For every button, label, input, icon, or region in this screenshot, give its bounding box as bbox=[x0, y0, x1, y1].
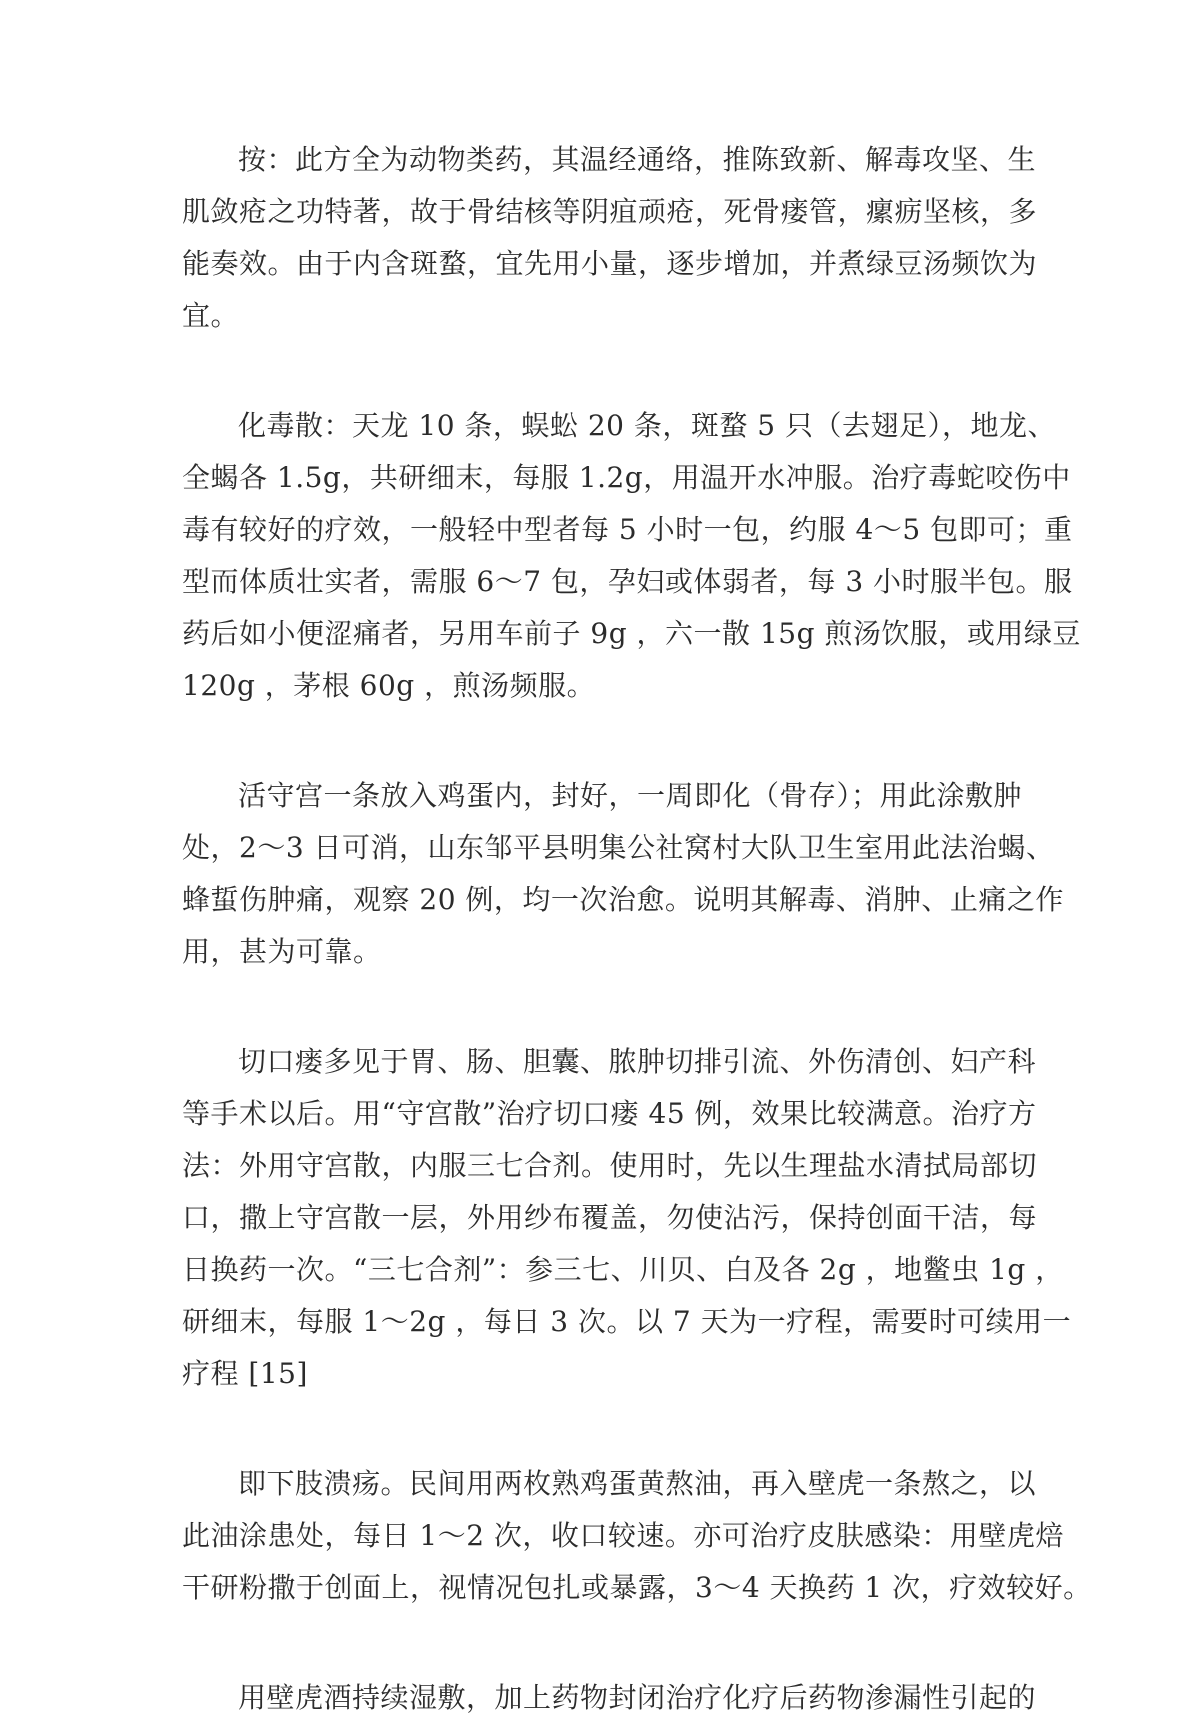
text-line: 法：外用守宫散，内服三七合剂。使用时，先以生理盐水清拭局部切 bbox=[182, 1149, 1038, 1182]
paragraph-3 bbox=[182, 770, 1064, 978]
text-line: 毒有较好的疗效，一般轻中型者每 5 小时一包，约服 4～5 包即可；重 bbox=[182, 513, 1073, 546]
text-line: 用，甚为可靠。 bbox=[182, 935, 382, 968]
text-line: 干研粉撒于创面上，视情况包扎或暴露，3～4 天换药 1 次，疗效较好。 bbox=[182, 1571, 1092, 1604]
text-line: 研细末，每服 1～2g ，每日 3 次。以 7 天为一疗程，需要时可续用一 bbox=[182, 1305, 1072, 1338]
text-line: 日换药一次。“三七合剂”：参三七、川贝、白及各 2g ，地鳖虫 1g ， bbox=[182, 1253, 1064, 1286]
paragraph-2 bbox=[182, 400, 1081, 712]
document-body bbox=[182, 134, 1092, 1724]
text-line: 肌敛疮之功特著，故于骨结核等阴疽顽疮，死骨瘘管，瘰疬坚核，多 bbox=[182, 195, 1038, 228]
text-line: 型而体质壮实者，需服 6～7 包，孕妇或体弱者，每 3 小时服半包。服 bbox=[182, 565, 1073, 598]
text-line: 活守宫一条放入鸡蛋内，封好，一周即化（骨存）；用此涂敷肿 bbox=[238, 779, 1023, 812]
paragraph-4 bbox=[182, 1036, 1072, 1400]
text-line: 药后如小便涩痛者，另用车前子 9g ，六一散 15g 煎汤饮服，或用绿豆 bbox=[182, 617, 1081, 650]
text-line: 切口瘘多见于胃、肠、胆囊、脓肿切排引流、外伤清创、妇产科 bbox=[238, 1045, 1037, 1078]
text-line: 120g ，茅根 60g ，煎汤频服。 bbox=[182, 669, 596, 702]
text-line: 等手术以后。用“守宫散”治疗切口瘘 45 例，效果比较满意。治疗方 bbox=[182, 1097, 1037, 1130]
text-line: 处，2～3 日可消，山东邹平县明集公社窝村大队卫生室用此法治蝎、 bbox=[182, 831, 1055, 864]
paragraph-5 bbox=[182, 1458, 1092, 1614]
text-line: 疗程 [15] bbox=[182, 1357, 308, 1390]
text-line: 此油涂患处，每日 1～2 次，收口较速。亦可治疗皮肤感染：用壁虎焙 bbox=[182, 1519, 1064, 1552]
text-line: 化毒散：天龙 10 条，蜈蚣 20 条，斑蝥 5 只（去翅足），地龙、 bbox=[238, 409, 1056, 442]
text-line: 蜂蜇伤肿痛，观察 20 例，均一次治愈。说明其解毒、消肿、止痛之作 bbox=[182, 883, 1064, 916]
text-line: 即下肢溃疡。民间用两枚熟鸡蛋黄熬油，再入壁虎一条熬之，以 bbox=[238, 1467, 1037, 1500]
paragraph-6 bbox=[182, 1672, 1037, 1724]
text-line: 能奏效。由于内含斑蝥，宜先用小量，逐步增加，并煮绿豆汤频饮为 bbox=[182, 247, 1038, 280]
text-line: 全蝎各 1.5g，共研细末，每服 1.2g，用温开水冲服。治疗毒蛇咬伤中 bbox=[182, 461, 1071, 494]
text-line: 用壁虎酒持续湿敷，加上药物封闭治疗化疗后药物渗漏性引起的 bbox=[238, 1681, 1037, 1714]
text-line: 宜。 bbox=[182, 299, 240, 332]
text-line: 按：此方全为动物类药，其温经通络，推陈致新、解毒攻坚、生 bbox=[238, 143, 1037, 176]
paragraph-1 bbox=[182, 134, 1038, 342]
text-line: 口，撒上守宫散一层，外用纱布覆盖，勿使沾污，保持创面干洁，每 bbox=[182, 1201, 1038, 1234]
